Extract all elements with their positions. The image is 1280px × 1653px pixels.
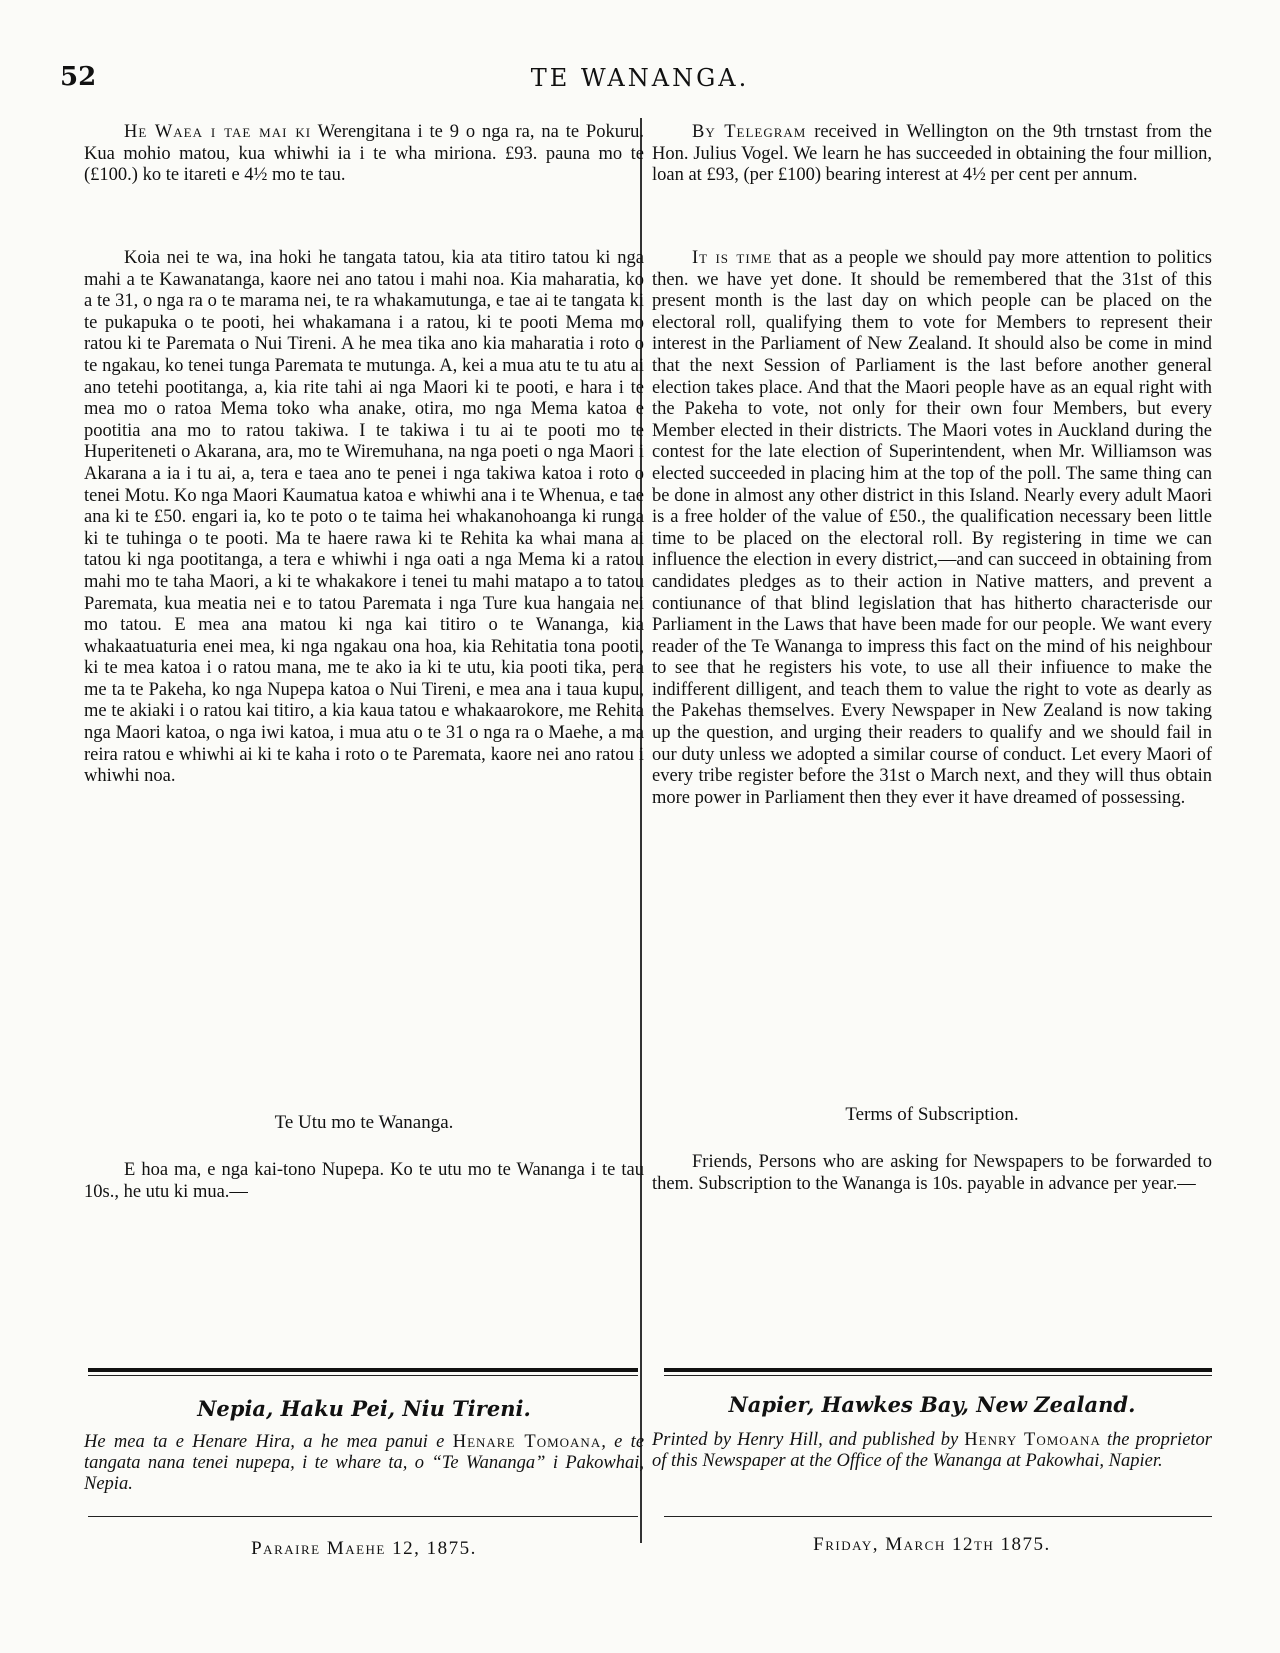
right-article bbox=[652, 248, 1212, 809]
masthead-title: TE WANANGA. bbox=[530, 64, 750, 92]
right-subscription-heading: Terms of Subscription. bbox=[845, 1104, 1019, 1125]
right-imprint-name: Henry Tomoana bbox=[964, 1430, 1101, 1450]
right-imprint-pre: Printed by Henry Hill, and published by bbox=[652, 1430, 959, 1450]
left-imprint-title: Nepia, Haku Pei, Niu Tireni. bbox=[197, 1396, 531, 1421]
left-date-rule bbox=[88, 1516, 638, 1517]
right-subscription-text: Friends, Persons who are asking for Newspapers to be forwarded to them. Subscription to the Wananga is 10s. payable in advance per year.— bbox=[652, 1152, 1212, 1194]
right-telegram-body: received in Wellington on the 9th trnstast from the Hon. Julius Vogel. We learn he has succeeded in obtaining the four million, loan at £93, (per £100) bearing interest at 4½ per cent per annum. bbox=[652, 122, 1212, 186]
left-rule-thin bbox=[88, 1375, 638, 1376]
left-telegram-body: Werengitana i te 9 o nga ra, na te Pokuru. Kua mohio matou, kua whiwhi ia i te wha miriona. £93. pauna mo te (£100.) ko te itareti e 4½ mo te tau. bbox=[84, 122, 645, 186]
left-subscription bbox=[84, 1160, 644, 1203]
right-date: Friday, March 12th 1875. bbox=[813, 1534, 1051, 1555]
right-article-lead: It is time bbox=[692, 248, 773, 268]
left-subscription-heading: Te Utu mo te Wananga. bbox=[274, 1112, 454, 1133]
left-article bbox=[84, 248, 644, 788]
left-imprint-post: , e te tangata nana tenei nupepa, i te whare ta, o “Te Wananga” i Pakowhai, Nepia. bbox=[84, 1432, 645, 1494]
right-imprint bbox=[652, 1430, 1212, 1472]
left-date: Paraire Maehe 12, 1875. bbox=[251, 1538, 477, 1559]
right-telegram bbox=[652, 122, 1212, 187]
right-subscription bbox=[652, 1152, 1212, 1195]
left-telegram-lead: He Waea i tae mai ki bbox=[124, 122, 312, 142]
right-rule-thin bbox=[664, 1375, 1212, 1376]
left-telegram bbox=[84, 122, 644, 187]
right-date-rule bbox=[664, 1516, 1212, 1517]
left-imprint bbox=[84, 1432, 644, 1495]
left-imprint-name: Henare Tomoana bbox=[452, 1432, 602, 1452]
right-imprint-title: Napier, Hawkes Bay, New Zealand. bbox=[728, 1392, 1136, 1417]
left-imprint-pre: He mea ta e Henare Hira, a he mea panui e bbox=[84, 1432, 445, 1452]
page-number: 52 bbox=[60, 62, 97, 92]
left-article-text: Koia nei te wa, ina hoki he tangata tatou, kia ata titiro tatou ki nga mahi a te Kawanatanga, kaore nei ano tatou i mahi noa. Kia maharatia, ko a te 31, o nga ra o te marama nei, te ra whakamutunga, e tae ai te tangata ki te pukapuka o te pooti, hei whakamana i a ratou, ki te pooti Mema mo ratou ki te Paremata o Nui Tireni. A he mea tika ano kia maharatia i roto o te ngakau, ko tenei tunga Paremata te mutunga. A, kei a mua atu te tu atu ai ano tetehi pootitanga, a, kia rite tahi ai nga Maori ki te pooti, e hara i te mea mo o ratoa Mema toko wha anake, otira, mo nga Mema katoa e pootitia ana mo to ratou takiwa. I te takiwa i tu ai te pooti mo te Huperiteneti o Akarana, ara, mo te Wiremuhana, na nga poeti o nga Maori i Akarana a ia i tu ai, a, tera e taea ano te penei i nga takiwa katoa i roto o tenei Motu. Ko nga Maori Kaumatua katoa e whiwhi ana i te Whenua, e tae ana ki te £50. engari ia, ko te poto o te taima hei whakanohoanga ki runga ki te tuhinga o te pooti. Ma te haere rawa ki te Rehita ka whai mana ai tatou ki nga pootitanga, a tera e whiwhi i nga oati a nga Mema ki a ratou mahi mo te taha Maori, a ki te whakakore i tenei tu mahi matapo a to tatou Paremata, kua meatia nei e to tatou Paremata i nga Ture kua hangaia nei mo tatou. E mea ana matou ki nga kai titiro o te Wananga, kia whakaatuaturia enei mea, ki nga ngakau ona hoa, kia Rehitatia tona pooti, ki te mea katoa i o ratou mana, me te ako ia ki te utu, kia pooti tika, pera me ta te Pakeha, ko nga Nupepa katoa o Nui Tireni, e mea ana i taua kupu, me te akiaki i o ratou kai titiro, a kia kaua tatou e whakaarokore, me Rehita nga Maori katoa, o nga iwi katoa, i mua atu o te 31 o nga ra o Maehe, a ma reira ratou e whiwhi ai ki te kaha i roto o te Paremata, kaore nei ano ratou i whiwhi noa. bbox=[84, 248, 644, 787]
left-subscription-text: E hoa ma, e nga kai-tono Nupepa. Ko te utu mo te Wananga i te tau 10s., he utu ki mua.— bbox=[84, 1160, 644, 1202]
right-imprint-post: the proprietor of this Newspaper at the Office of the Wananga at Pakowhai, Napier. bbox=[652, 1430, 1212, 1471]
right-telegram-lead: By Telegram bbox=[692, 122, 807, 142]
right-rule-thick bbox=[664, 1368, 1212, 1372]
right-article-text: that as a people we should pay more attention to politics then. we have yet done. It should be remembered that the 31st of this present month is the last day on which people can be placed on the electoral roll, qualifying them to vote for Members to represent their interest in the Parliament of New Zealand. It should also be come in mind that the next Session of Parliament is the last before another general election takes place. And that the Maori people have as an equal right with the Pakeha to vote, not only for their own four Members, but every Member elected in their districts. The Maori votes in Auckland during the contest for the late election of Superintendent, when Mr. Williamson was elected succeeded in placing him at the top of the poll. The same thing can be done in almost any other district in this Island. Nearly every adult Maori is a free holder of the value of £50., the qualification necessary been little time to be placed on the electoral roll. By registering in time we can influence the election in every district,—and can succeed in obtaining from candidates pledges as to their action in Native matters, and prevent a contiunance of that blind legislation that has hitherto characterisde our Parliament in the Laws that have been made for our people. We want every reader of the Te Wananga to impress this fact on the mind of his neighbour to see that he registers his vote, to use all their infiuence to make the indifferent dilligent, and teach them to value the right to vote as dearly as the Pakehas themselves. Every Newspaper in New Zealand is now taking up the question, and urging their readers to qualify and we should fail in our duty unless we adopted a similar course of conduct. Let every Maori of every tribe register before the 31st o March next, and they will thus obtain more power in Parliament then they ever it have dreamed of possessing. bbox=[652, 248, 1212, 808]
left-rule-thick bbox=[88, 1368, 638, 1372]
